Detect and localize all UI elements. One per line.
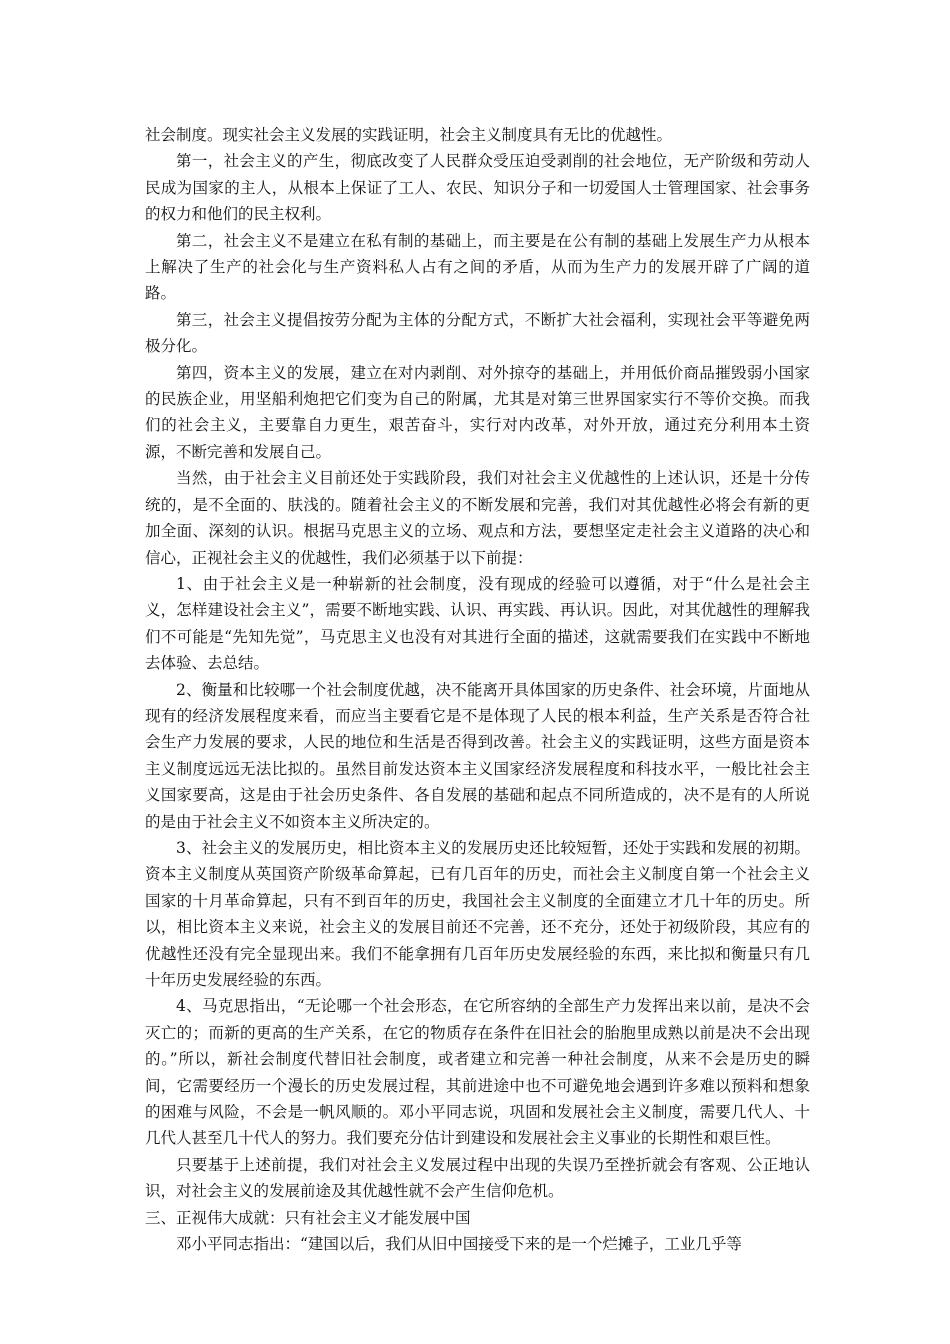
- paragraph-premise-4: 4、马克思指出，“无论哪一个社会形态，在它所容纳的全部生产力发挥出来以前，是决不会灭亡的；而新的更高的生产关系，在它的物质存在条件在旧社会的胎胞里成熟以前是决不会出现的。”所以，新社会制度代替旧社会制度，或者建立和完善一种社会制度，从来不会是历史的瞬间，它需要经历一个漫长的历史发展过程，其前进途中也不可避免地会遇到许多难以预料和想象的困难与风险，不会是一帆风顺的。邓小平同志说，巩固和发展社会主义制度，需要几代人、十几代人甚至几十代人的努力。我们要充分估计到建设和发展社会主义事业的长期性和艰巨性。: [145, 997, 810, 1148]
- paragraph-second-point: 第二，社会主义不是建立在私有制的基础上，而主要是在公有制的基础上发展生产力从根本上解决了生产的社会化与生产资料私人占有之间的矛盾，从而为生产力的发展开辟了广阔的道路。: [145, 231, 810, 303]
- paragraph-continuation: 社会制度。现实社会主义发展的实践证明，社会主义制度具有无比的优越性。: [145, 126, 673, 144]
- section-heading: 三、正视伟大成就：只有社会主义才能发展中国: [145, 1208, 471, 1227]
- paragraph-fourth-point: 第四，资本主义的发展，建立在对内剥削、对外掠夺的基础上，并用低价商品摧毁弱小国家的民族企业，用坚船利炮把它们变为自己的附属，尤其是对第三世界国家实行不等价交换。而我们的社会主义，主要靠自力更生，艰苦奋斗，实行对内改革，对外开放，通过充分利用本土资源，不断完善和发展自己。: [145, 363, 810, 461]
- paragraph-premise-3: 3、社会主义的发展历史，相比资本主义的发展历史还比较短暂，还处于实践和发展的初期。资本主义制度从英国资产阶级革命算起，已有几百年的历史，而社会主义制度自第一个社会主义国家的十月革命算起，只有不到百年的历史，我国社会主义制度的全面建立才几十年的历史。所以，相比资本主义来说，社会主义的发展目前还不完善，还不充分，还处于初级阶段，其应有的优越性还没有完全显现出来。我们不能拿拥有几百年历史发展经验的东西，来比拟和衡量只有几十年历史发展经验的东西。: [145, 838, 810, 989]
- paragraph-premise-1: 1、由于社会主义是一种崭新的社会制度，没有现成的经验可以遵循，对于“什么是社会主义，怎样建设社会主义”，需要不断地实践、认识、再实践、再认识。因此，对其优越性的理解我们不可能是“先知先觉”，马克思主义也没有对其进行全面的描述，这就需要我们在实践中不断地去体验、去总结。: [145, 574, 810, 673]
- paragraph-premise-2: 2、衡量和比较哪一个社会制度优越，决不能离开具体国家的历史条件、社会环境，片面地从现有的经济发展程度来看，而应当主要看它是不是体现了人民的根本利益，生产关系是否符合社会生产力发展的要求，人民的地位和生活是否得到改善。社会主义的实践证明，这些方面是资本主义制度远远无法比拟的。虽然目前发达资本主义国家经济发展程度和科技水平，一般比社会主义国家要高，这是由于社会历史条件、各自发展的基础和起点不同所造成的，决不是有的人所说的是由于社会主义不如资本主义所决定的。: [145, 680, 810, 831]
- paragraph-premise-intro: 当然，由于社会主义目前还处于实践阶段，我们对社会主义优越性的上述认识，还是十分传统的，是不全面的、肤浅的。随着社会主义的不断发展和完善，我们对其优越性必将会有新的更加全面、深刻的认识。根据马克思主义的立场、观点和方法，要想坚定走社会主义道路的决心和信心，正视社会主义的优越性，我们必须基于以下前提：: [145, 469, 810, 567]
- document-page: [145, 122, 810, 1257]
- paragraph-third-point: 第三，社会主义提倡按劳分配为主体的分配方式，不断扩大社会福利，实现社会平等避免两极分化。: [145, 310, 810, 356]
- paragraph-first-point: 第一，社会主义的产生，彻底改变了人民群众受压迫受剥削的社会地位，无产阶级和劳动人民成为国家的主人，从根本上保证了工人、农民、知识分子和一切爱国人士管理国家、社会事务的权力和他们的民主权利。: [145, 152, 810, 224]
- paragraph-deng-quote: 邓小平同志指出：“建国以后，我们从旧中国接受下来的是一个烂摊子，工业几乎等: [176, 1235, 742, 1254]
- paragraph-conclusion: 只要基于上述前提，我们对社会主义发展过程中出现的失误乃至挫折就会有客观、公正地认识，对社会主义的发展前途及其优越性就不会产生信仰危机。: [145, 1155, 810, 1201]
